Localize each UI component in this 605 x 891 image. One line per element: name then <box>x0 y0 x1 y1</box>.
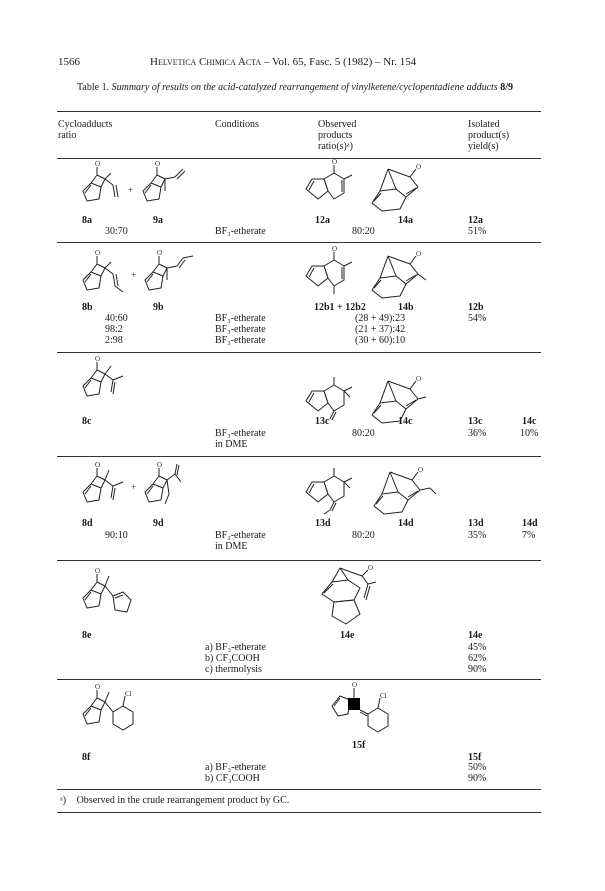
isolated-yield: 10% <box>520 428 539 439</box>
conditions: BF₃-etherate in DME <box>215 428 266 450</box>
svg-text:+: + <box>131 270 137 280</box>
isolated-product: 12b <box>468 302 484 313</box>
page-number: 1566 <box>58 56 80 68</box>
adduct-ratio: 90:10 <box>105 530 128 541</box>
svg-text:O: O <box>332 245 338 253</box>
compound-label: 9b <box>153 302 164 313</box>
isolated-product: 14c <box>522 416 537 427</box>
product-ratio: 80:20 <box>352 428 375 439</box>
svg-text:O: O <box>332 158 338 166</box>
compound-label: 12a <box>315 215 330 226</box>
col-header-cycloadducts: Cycloadducts ratio <box>58 119 113 141</box>
row-divider <box>57 679 541 680</box>
footnote-rule <box>57 812 541 813</box>
compound-label: 15f <box>352 740 366 751</box>
caption-text: Summary of results on the acid-catalyzed rearrangement of vinylketene/cyclopentadiene adducts <box>111 82 498 93</box>
svg-text:O: O <box>95 683 101 691</box>
isolated-product: 14d <box>522 518 538 529</box>
caption-compounds: 8/9 <box>500 82 513 93</box>
conditions: BF₃-etherate BF₃-etherate BF₃-etherate <box>215 313 266 346</box>
compound-label: 14c <box>398 416 413 427</box>
svg-text:O: O <box>95 355 101 363</box>
structure-12a-14a <box>300 158 450 215</box>
compound-label: 9d <box>153 518 164 529</box>
col-header-conditions: Conditions <box>215 119 259 130</box>
adduct-ratio: 30:70 <box>105 226 128 237</box>
svg-text:O: O <box>95 567 101 575</box>
compound-label: 8b <box>82 302 93 313</box>
top-rule <box>57 111 541 112</box>
structure-8d-9d <box>75 462 195 516</box>
svg-text:+: + <box>131 482 137 492</box>
row-divider <box>57 456 541 457</box>
svg-text:O: O <box>418 466 424 474</box>
volume-info: – Vol. 65, Fasc. 5 (1982) – Nr. 154 <box>263 56 417 68</box>
header-rule <box>57 158 541 159</box>
conditions: BF₃-etherate in DME <box>215 530 266 552</box>
isolated-yield: 36% <box>468 428 487 439</box>
structure-12b-14b <box>300 245 450 302</box>
compound-label: 12b1 + 12b2 <box>314 302 366 313</box>
compound-label: 8c <box>82 416 92 427</box>
compound-label: 14e <box>340 630 355 641</box>
condition: BF₃-etherate <box>215 226 266 237</box>
structure-8e <box>75 568 155 630</box>
compound-label: 9a <box>153 215 163 226</box>
structure-14e <box>318 564 408 632</box>
structure-8f <box>75 682 155 752</box>
isolated-yields: 50% 90% <box>468 762 487 784</box>
svg-text:O: O <box>155 160 161 168</box>
table-caption <box>60 82 530 94</box>
product-ratio: 80:20 <box>352 226 375 237</box>
svg-text:O: O <box>95 160 101 168</box>
bottom-rule <box>57 789 541 790</box>
compound-label: 13d <box>315 518 331 529</box>
compound-label: 8e <box>82 630 92 641</box>
svg-text:Cl: Cl <box>125 690 132 698</box>
row-divider <box>57 242 541 243</box>
isolated-product: 13d <box>468 518 484 529</box>
isolated-yield: 7% <box>522 530 536 541</box>
structure-8a-9a <box>75 160 185 213</box>
compound-label: 13c <box>315 416 330 427</box>
adduct-ratios: 40:60 98:2 2:98 <box>105 313 128 346</box>
isolated-product: 14e <box>468 630 483 641</box>
row-divider <box>57 352 541 353</box>
running-header <box>150 56 416 68</box>
compound-label: 14d <box>398 518 414 529</box>
product-ratio: 80:20 <box>352 530 375 541</box>
svg-text:O: O <box>157 461 163 469</box>
isolated-yield: 35% <box>468 530 487 541</box>
svg-text:O: O <box>416 250 422 258</box>
compound-label: 8a <box>82 215 92 226</box>
row-divider <box>57 560 541 561</box>
footnote-text: Observed in the crude rearrangement product by GC. <box>76 795 290 806</box>
svg-text:O: O <box>368 564 374 572</box>
compound-label: 8f <box>82 752 91 763</box>
svg-text:+: + <box>128 185 134 195</box>
compound-label: 14b <box>398 302 414 313</box>
svg-text:Cl: Cl <box>380 692 387 700</box>
compound-label: 14a <box>398 215 413 226</box>
col-header-isolated: Isolated product(s) yield(s) <box>468 119 510 152</box>
journal-name: Helvetica Chimica Acta <box>150 56 262 68</box>
svg-text:O: O <box>352 681 358 689</box>
structure-8c <box>75 356 145 408</box>
structure-15f <box>330 681 410 746</box>
isolated-yields: 45% 62% 90% <box>468 642 487 675</box>
col-header-observed: Observed products ratio(s)ᵃ) <box>318 119 357 152</box>
svg-text:O: O <box>157 249 163 257</box>
svg-text:O: O <box>416 375 422 383</box>
caption-label: Table 1. <box>77 82 110 93</box>
svg-text:O: O <box>95 461 101 469</box>
isolated-yield: 54% <box>468 313 487 324</box>
structure-13d-14d <box>300 466 460 518</box>
conditions: a) BF₃-etherate b) CF₃COOH <box>205 762 266 784</box>
footnote-marker: ᵃ) <box>60 795 67 806</box>
compound-label: 8d <box>82 518 93 529</box>
isolated-product: 12a <box>468 215 483 226</box>
conditions: a) BF₃-etherate b) CF₃COOH c) thermolysis <box>205 642 266 675</box>
isolated-yield: 51% <box>468 226 487 237</box>
svg-text:O: O <box>95 249 101 257</box>
structure-8b-9b <box>75 250 195 300</box>
svg-text:O: O <box>416 163 422 171</box>
product-ratios: (28 + 49):23 (21 + 37):42 (30 + 60):10 <box>355 313 406 346</box>
isolated-product: 13c <box>468 416 483 427</box>
footnote <box>60 795 289 806</box>
isolated-product: 15f <box>468 752 482 763</box>
